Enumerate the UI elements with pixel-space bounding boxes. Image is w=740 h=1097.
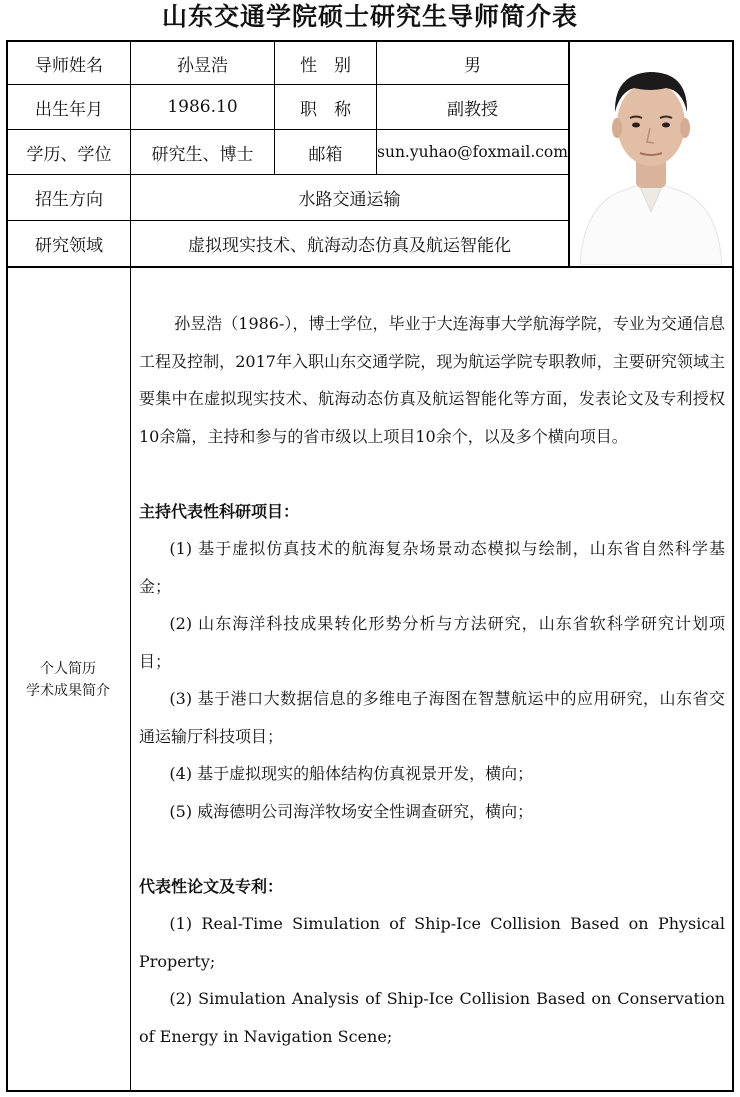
project-item: (4) 基于虚拟现实的船体结构仿真视景开发，横向； <box>169 764 534 783</box>
paper-item: (2) Simulation Analysis of Ship-Ice Collision Based on Conservation of Energy in Navigation Scene; <box>139 989 725 1046</box>
papers-heading: 代表性论文及专利： <box>139 876 284 896</box>
bio-content <box>139 305 725 1055</box>
rank-label: 职 称 <box>300 99 351 120</box>
page-title: 山东交通学院硕士研究生导师简介表 <box>161 2 578 31</box>
portrait-icon <box>570 42 732 265</box>
project-item: (1) 基于虚拟仿真技术的航海复杂场景动态模拟与绘制，山东省自然科学基金； <box>139 539 725 596</box>
project-item: (2) 山东海洋科技成果转化形势分析与方法研究，山东省软科学研究计划项目； <box>139 614 725 671</box>
email-label: 邮箱 <box>308 144 343 165</box>
degree-label: 学历、学位 <box>26 144 112 165</box>
project-item: (3) 基于港口大数据信息的多维电子海图在智慧航运中的应用研究，山东省交通运输厅科技项目； <box>139 689 725 746</box>
degree-value: 研究生、博士 <box>151 144 254 165</box>
gender-label: 性 别 <box>300 55 351 76</box>
birth-label: 出生年月 <box>35 99 103 120</box>
bio-label <box>6 268 130 1092</box>
name-label: 导师姓名 <box>35 55 103 76</box>
bio-intro: 孙昱浩（1986-），博士学位，毕业于大连海事大学航海学院，专业为交通信息工程及控制，2017年入职山东交通学院，现为航运学院专职教师，主要研究领域主要集中在虚拟现实技术、航海动态仿真及航运智能化等方面，发表论文及专利授权10余篇，主持和参与的省市级以上项目10余个，以及多个横向项目。 <box>139 314 725 446</box>
field-label: 研究领域 <box>35 236 103 256</box>
bio-label-line1: 个人简历 <box>40 661 96 677</box>
paper-item: (1) Real-Time Simulation of Ship-Ice Collision Based on Physical Property; <box>139 914 725 971</box>
gender-value: 男 <box>464 55 481 76</box>
bio-label-line2: 学术成果简介 <box>26 683 110 699</box>
field-value: 虚拟现实技术、航海动态仿真及航运智能化 <box>188 236 511 256</box>
direction-value: 水路交通运输 <box>298 190 401 210</box>
direction-label: 招生方向 <box>35 190 103 210</box>
table-border-right <box>732 40 734 1092</box>
email-value: sun.yuhao@foxmail.com <box>377 143 568 161</box>
birth-value: 1986.10 <box>167 97 238 117</box>
tutor-profile-table <box>6 40 734 1092</box>
projects-heading: 主持代表性科研项目： <box>139 501 300 521</box>
project-item: (5) 威海德明公司海洋牧场安全性调查研究，横向； <box>169 801 534 821</box>
name-value: 孙昱浩 <box>177 55 228 76</box>
portrait-photo <box>570 42 732 265</box>
rank-value: 副教授 <box>447 99 498 120</box>
